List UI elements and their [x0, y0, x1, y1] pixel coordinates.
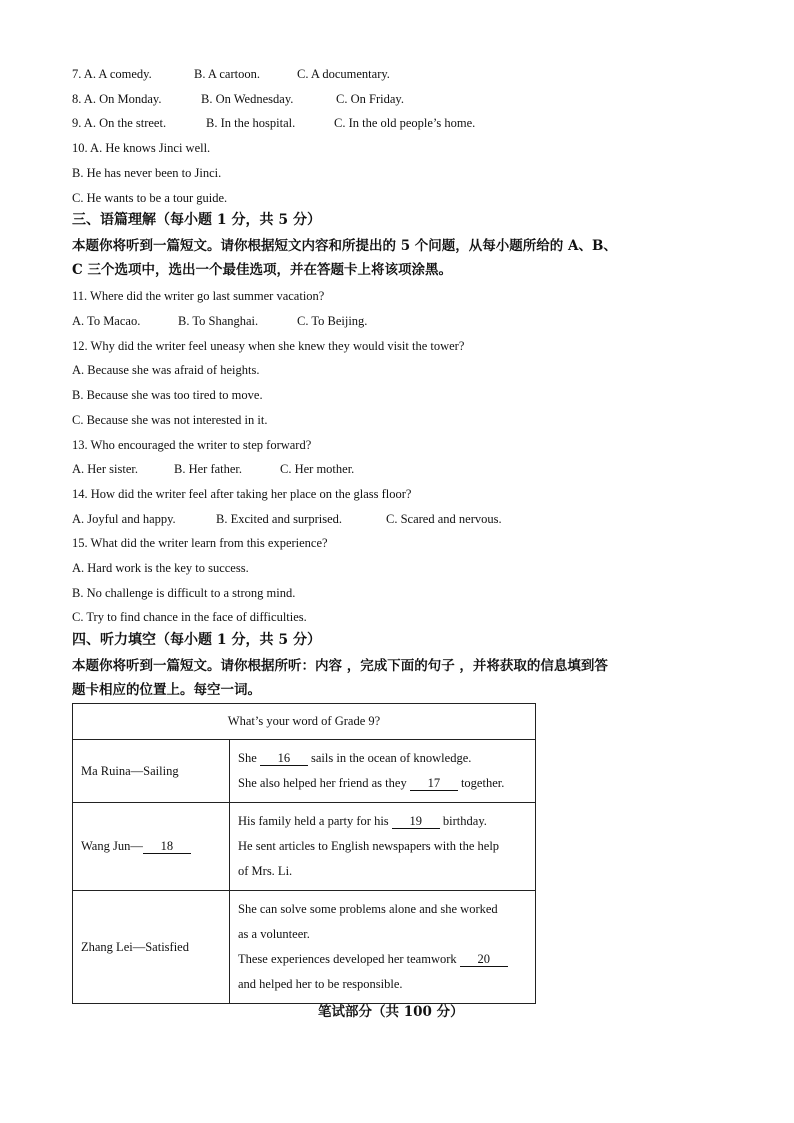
q11-option-a: A. To Macao. [72, 314, 141, 328]
table-row-wang-jun [73, 803, 536, 891]
row-1-line-2: She also helped her friend as they 17 together. [238, 776, 505, 790]
blank-19[interactable]: 19 [392, 814, 440, 829]
q13-option-a: A. Her sister. [72, 462, 138, 476]
question-8 [72, 91, 404, 107]
blank-18[interactable]: 18 [143, 839, 191, 854]
q14-option-c: C. Scared and nervous. [386, 512, 502, 526]
written-part-heading: 笔试部分（共 100 分） [318, 1004, 464, 1020]
row-3-line-1: She can solve some problems alone and she worked [238, 902, 498, 916]
q13-option-c: C. Her mother. [280, 462, 355, 476]
table-title: What’s your word of Grade 9? [73, 704, 536, 740]
q15-option-c: C. Try to find chance in the face of difficulties. [72, 610, 307, 624]
q10-option-b: B. He has never been to Jinci. [72, 166, 222, 180]
row-1-name: Ma Ruina—Sailing [73, 740, 230, 803]
q10-option-a: 10. A. He knows Jinci well. [72, 141, 211, 155]
q8-option-c: C. On Friday. [336, 92, 404, 106]
q7-option-c: C. A documentary. [297, 67, 390, 81]
row-2-line-1: His family held a party for his 19 birthday. [238, 814, 487, 828]
q12-option-a: A. Because she was afraid of heights. [72, 363, 260, 377]
blank-16[interactable]: 16 [260, 751, 308, 766]
q15-stem: 15. What did the writer learn from this experience? [72, 536, 328, 550]
row-3-name: Zhang Lei—Satisfied [73, 891, 230, 1004]
q8-option-a: 8. A. On Monday. [72, 92, 162, 106]
question-13-options [72, 461, 354, 477]
q12-stem: 12. Why did the writer feel uneasy when she knew they would visit the tower? [72, 339, 465, 353]
q14-stem: 14. How did the writer feel after taking her place on the glass floor? [72, 487, 412, 501]
row-2-line-2: He sent articles to English newspapers with the help [238, 839, 500, 853]
section-4-instruction-line-2: 题卡相应的位置上。每空一词。 [72, 682, 261, 698]
row-3-line-3: These experiences developed her teamwork 20 [238, 947, 531, 972]
row-2-content [230, 803, 536, 891]
q13-option-b: B. Her father. [174, 462, 243, 476]
q15-option-b: B. No challenge is difficult to a strong mind. [72, 586, 296, 600]
q7-option-b: B. A cartoon. [194, 67, 260, 81]
row-2-name: Wang Jun— 18 [73, 803, 230, 891]
q11-option-c: C. To Beijing. [297, 314, 368, 328]
question-14-options [72, 511, 502, 527]
q9-option-b: B. In the hospital. [206, 116, 296, 130]
section-3-instruction-line-2: C 三个选项中，选出一个最佳选项，并在答题卡上将该项涂黑。 [72, 262, 452, 278]
section-4-heading: 四、听力填空（每小题 1 分，共 5 分） [72, 632, 321, 648]
q15-option-a: A. Hard work is the key to success. [72, 561, 249, 575]
q8-option-b: B. On Wednesday. [201, 92, 294, 106]
q11-option-b: B. To Shanghai. [178, 314, 259, 328]
blank-17[interactable]: 17 [410, 776, 458, 791]
question-7 [72, 66, 390, 82]
row-3-content [230, 891, 536, 1004]
q10-option-c: C. He wants to be a tour guide. [72, 191, 228, 205]
table-row-zhang-lei [73, 891, 536, 1004]
q14-option-b: B. Excited and surprised. [216, 512, 343, 526]
section-4-instruction-line-1: 本题你将听到一篇短文。请你根据所听：内容 ，完成下面的句子 ，并将获取的信息填到答 [72, 658, 608, 674]
q14-option-a: A. Joyful and happy. [72, 512, 176, 526]
question-11-options [72, 313, 367, 329]
row-3-line-4: and helped her to be responsible. [238, 977, 403, 991]
q11-stem: 11. Where did the writer go last summer vacation? [72, 289, 325, 303]
q9-option-c: C. In the old people’s home. [334, 116, 476, 130]
q7-option-a: 7. A. A comedy. [72, 67, 152, 81]
section-3-heading: 三、语篇理解（每小题 1 分，共 5 分） [72, 212, 321, 228]
row-3-line-2: as a volunteer. [238, 927, 310, 941]
blank-20[interactable]: 20 [460, 952, 508, 967]
q12-option-b: B. Because she was too tired to move. [72, 388, 263, 402]
row-1-content [230, 740, 536, 803]
row-2-line-3: of Mrs. Li. [238, 864, 293, 878]
q13-stem: 13. Who encouraged the writer to step forward? [72, 438, 312, 452]
q9-option-a: 9. A. On the street. [72, 116, 167, 130]
q12-option-c: C. Because she was not interested in it. [72, 413, 268, 427]
row-1-line-1: She 16 sails in the ocean of knowledge. [238, 751, 472, 765]
question-9 [72, 115, 475, 131]
section-3-instruction-line-1: 本题你将听到一篇短文。请你根据短文内容和所提出的 5 个问题，从每小题所给的 A、B、 [72, 238, 617, 254]
table-row-ma-ruina [73, 740, 536, 803]
listening-fill-table [72, 703, 536, 1004]
